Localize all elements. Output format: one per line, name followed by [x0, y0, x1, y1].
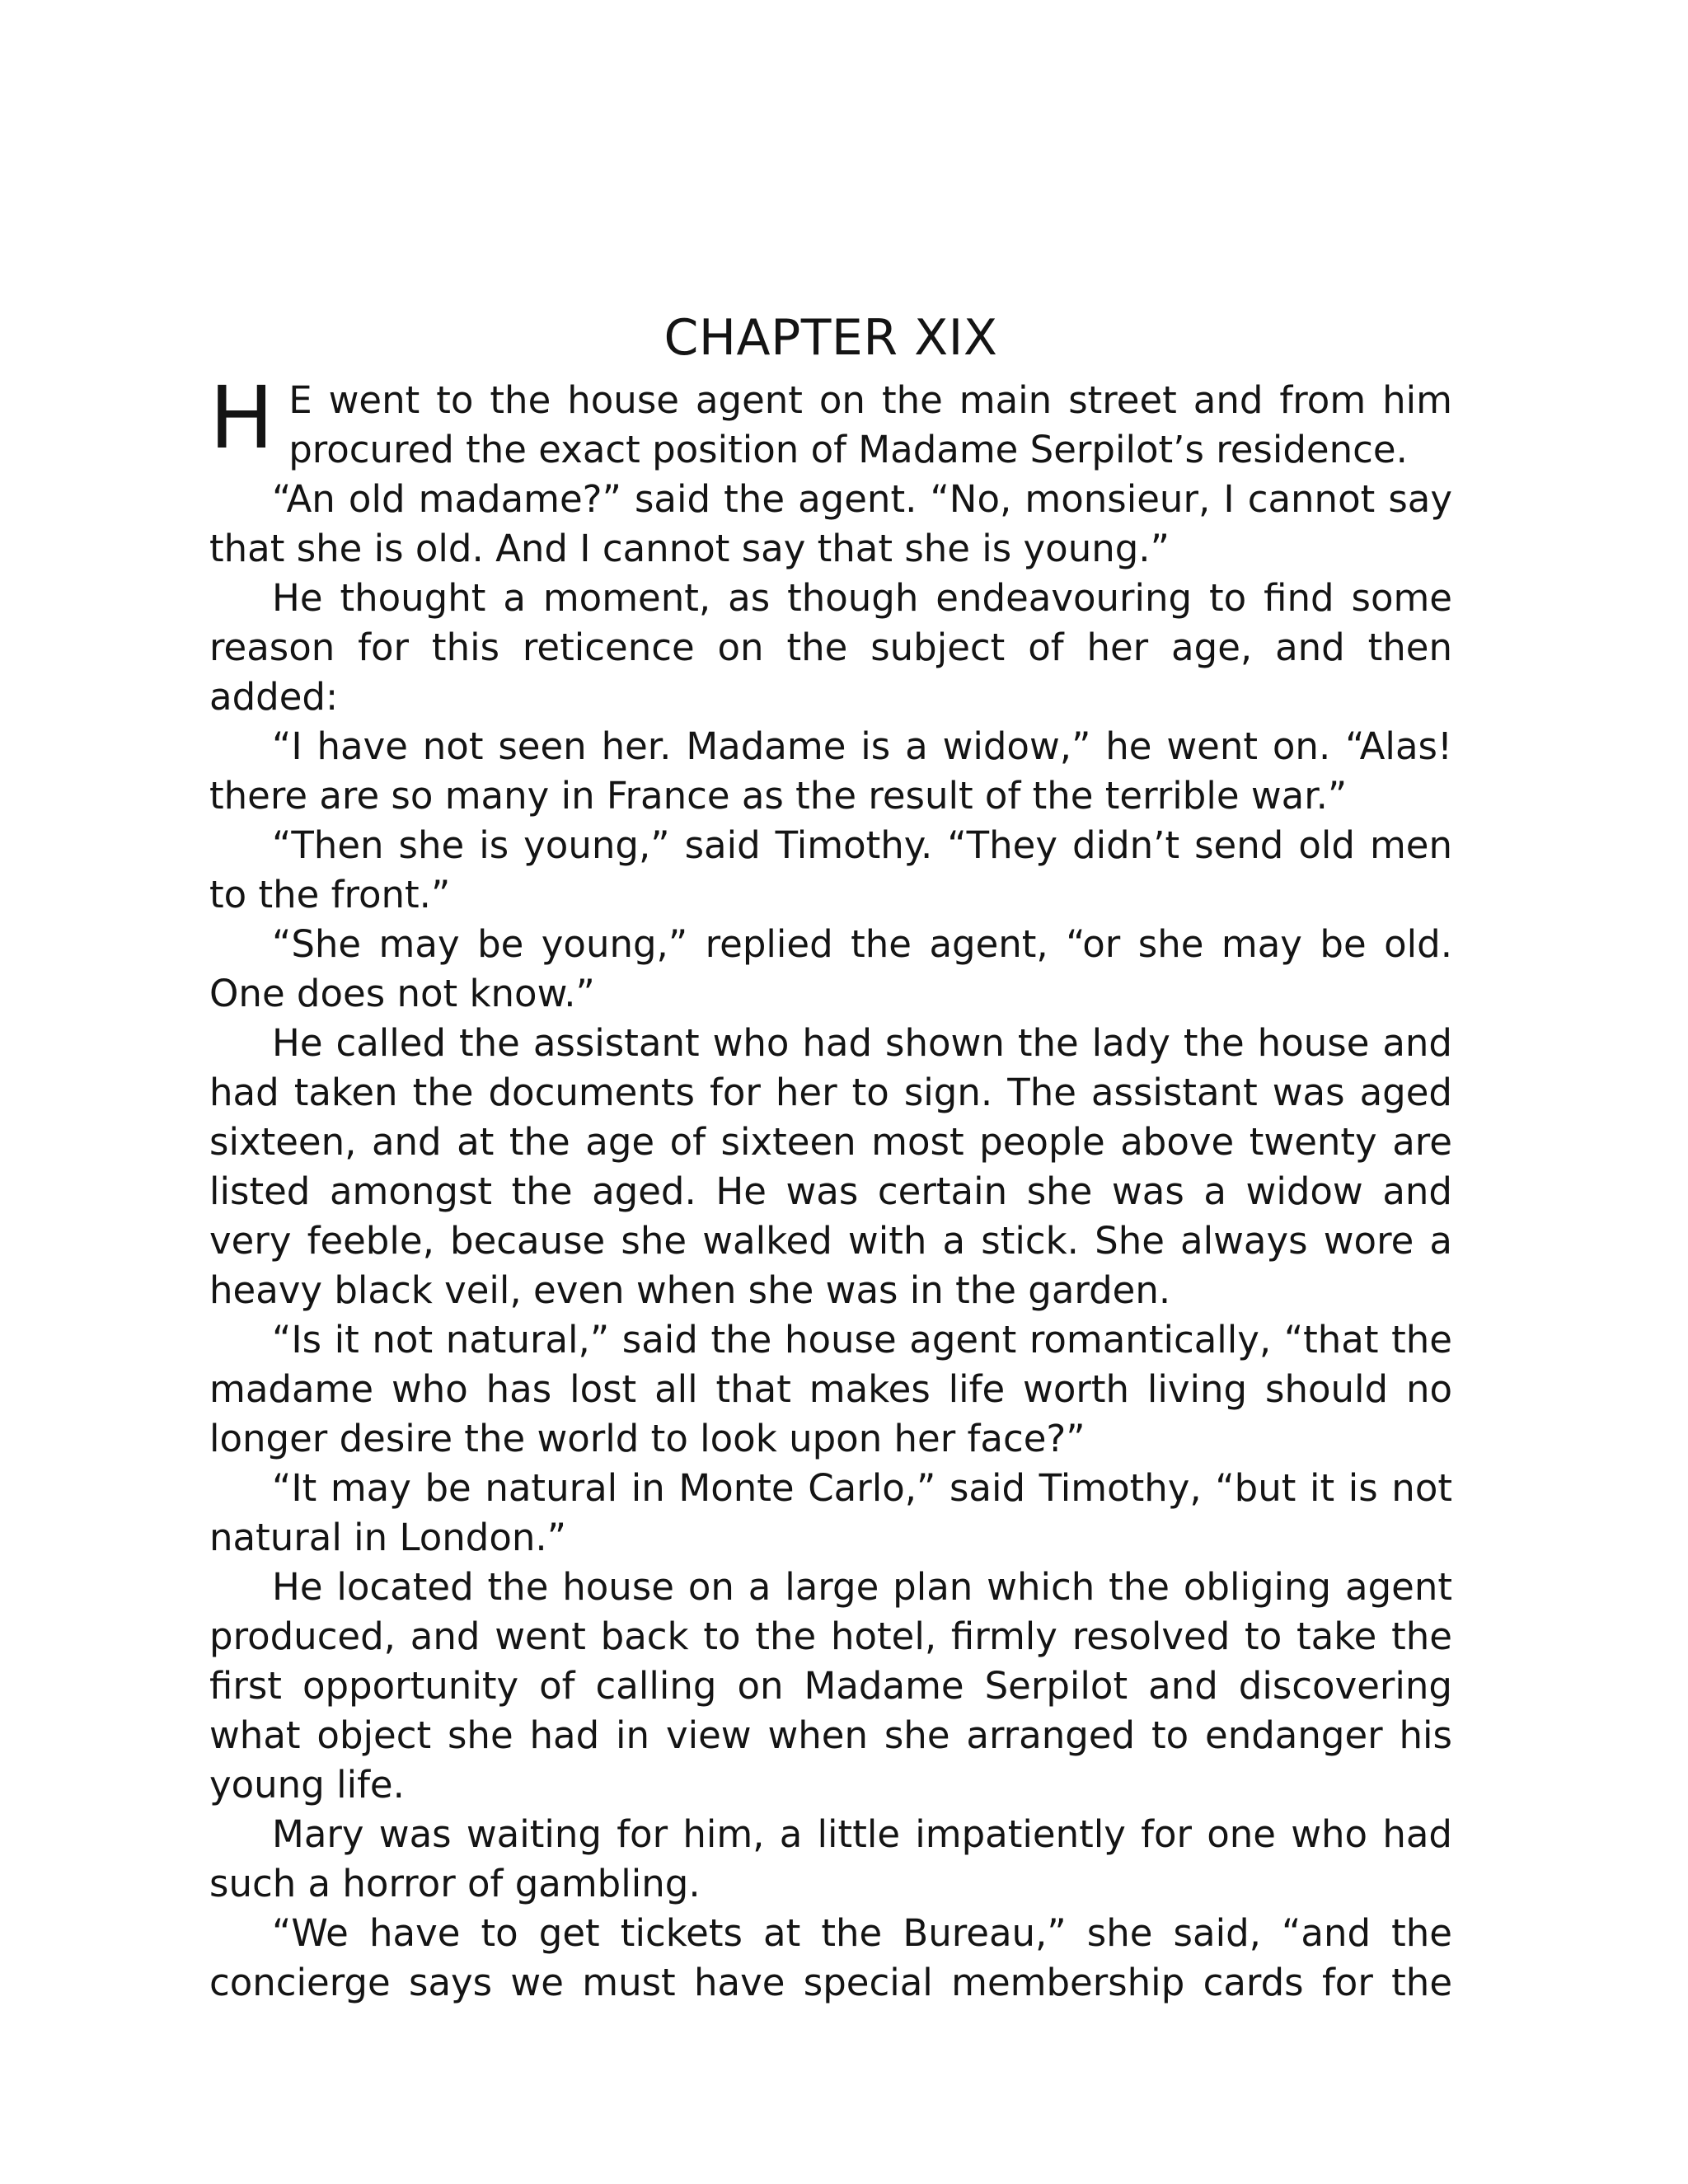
drop-cap-letter: H: [209, 368, 274, 468]
paragraph: He called the assistant who had shown the lady the house and had taken the documents for her to sign. The assistant was aged sixteen, and at the age of sixteen most people above twenty are listed amongst the aged. He was certain she was a widow and very feeble, because she walked with a stick. She always wore a heavy black veil, even when she was in the garden.: [209, 1021, 1452, 1312]
paragraph: He located the house on a large plan which the obliging agent produced, and went back to the hotel, firmly resolved to take the first opportunity of calling on Madame Serpilot and discovering what object she had in view when she arranged to endanger his young life.: [209, 1565, 1452, 1807]
paragraph: “It may be natural in Monte Carlo,” said Timothy, “but it is not natural in London.”: [209, 1466, 1452, 1559]
paragraph: Mary was waiting for him, a little impatiently for one who had such a horror of gambling.: [209, 1812, 1452, 1905]
opening-paragraph-text: E went to the house agent on the main street and from him procured the exact position of Madame Serpilot’s residence.: [288, 378, 1452, 471]
paragraph: He thought a moment, as though endeavouring to find some reason for this reticence on the subject of her age, and then added:: [209, 576, 1452, 719]
page-body: [209, 307, 1452, 2008]
paragraph: “We have to get tickets at the Bureau,” she said, “and the concierge says we must have special membership cards for the: [209, 1911, 1452, 2004]
paragraph: “Then she is young,” said Timothy. “They didn’t send old men to the front.”: [209, 823, 1452, 916]
paragraph: “She may be young,” replied the agent, “or she may be old. One does not know.”: [209, 922, 1452, 1015]
paragraph: “An old madame?” said the agent. “No, monsieur, I cannot say that she is old. And I cannot say that she is young.”: [209, 477, 1452, 570]
paragraph: “I have not seen her. Madame is a widow,” he went on. “Alas! there are so many in France as the result of the terrible war.”: [209, 724, 1452, 818]
chapter-title: CHAPTER XIX: [663, 309, 998, 367]
opening-paragraph: [209, 368, 1452, 475]
paragraph: “Is it not natural,” said the house agent romantically, “that the madame who has lost all that makes life worth living should no longer desire the world to look upon her face?”: [209, 1318, 1452, 1460]
